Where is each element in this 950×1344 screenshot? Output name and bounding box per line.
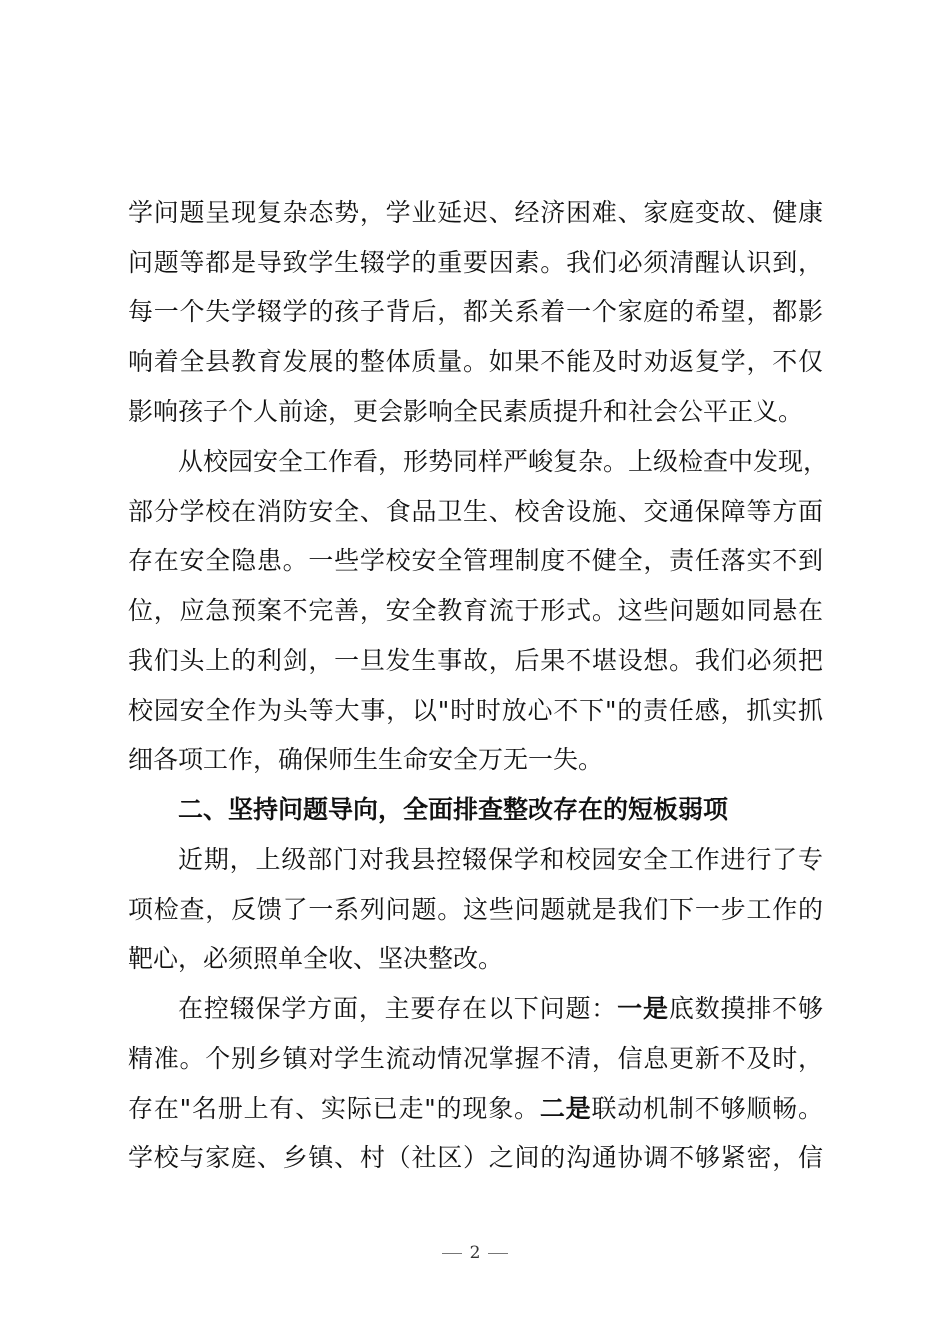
bold-text-segment: 二是: [539, 1094, 592, 1123]
footer-dash-left: [442, 1253, 462, 1254]
body-line: 从校园安全工作看，形势同样严峻复杂。上级检查中发现，: [178, 447, 829, 476]
body-line: 精准。个别乡镇对学生流动情况掌握不清，信息更新不及时，: [128, 1044, 823, 1073]
page-number: 2: [469, 1243, 481, 1263]
text-segment: 联动机制不够顺畅。: [591, 1094, 823, 1123]
bold-text-segment: 一是: [617, 994, 669, 1023]
body-line: 存在安全隐患。一些学校安全管理制度不健全，责任落实不到: [128, 546, 823, 575]
body-line: 问题等都是导致学生辍学的重要因素。我们必须清醒认识到，: [128, 248, 823, 277]
text-segment: 存在"名册上有、实际已走"的现象。: [128, 1094, 540, 1123]
text-segment: 在控辍保学方面，主要存在以下问题：: [178, 994, 618, 1023]
text-segment: 底数摸排不够: [668, 994, 823, 1023]
body-line: 学问题呈现复杂态势，学业延迟、经济困难、家庭变故、健康: [128, 198, 823, 227]
body-line: 学校与家庭、乡镇、村（社区）之间的沟通协调不够紧密，信: [128, 1143, 823, 1172]
body-line: 每一个失学辍学的孩子背后，都关系着一个家庭的希望，都影: [128, 297, 823, 326]
body-line: 影响孩子个人前途，更会影响全民素质提升和社会公平正义。: [128, 397, 804, 426]
body-line: 靶心，必须照单全收、坚决整改。: [128, 944, 504, 973]
body-line: 部分学校在消防安全、食品卫生、校舍设施、交通保障等方面: [128, 497, 823, 526]
page-footer: [0, 1243, 950, 1263]
body-line: 我们头上的利剑，一旦发生事故，后果不堪设想。我们必须把: [128, 646, 823, 675]
body-line: 项检查，反馈了一系列问题。这些问题就是我们下一步工作的: [128, 895, 823, 924]
body-line: [128, 1093, 823, 1125]
body-line: 校园安全作为头等大事，以"时时放心不下"的责任感，抓实抓: [128, 696, 823, 725]
body-line: [178, 993, 823, 1025]
body-line: 位，应急预案不完善，安全教育流于形式。这些问题如同悬在: [128, 596, 823, 625]
body-line: 细各项工作，确保师生生命安全万无一失。: [128, 745, 604, 774]
footer-dash-right: [488, 1253, 508, 1254]
body-line: 近期，上级部门对我县控辍保学和校园安全工作进行了专: [178, 845, 823, 874]
body-line: 响着全县教育发展的整体质量。如果不能及时劝返复学，不仅: [128, 347, 823, 376]
section-heading: 二、坚持问题导向，全面排查整改存在的短板弱项: [178, 795, 729, 824]
